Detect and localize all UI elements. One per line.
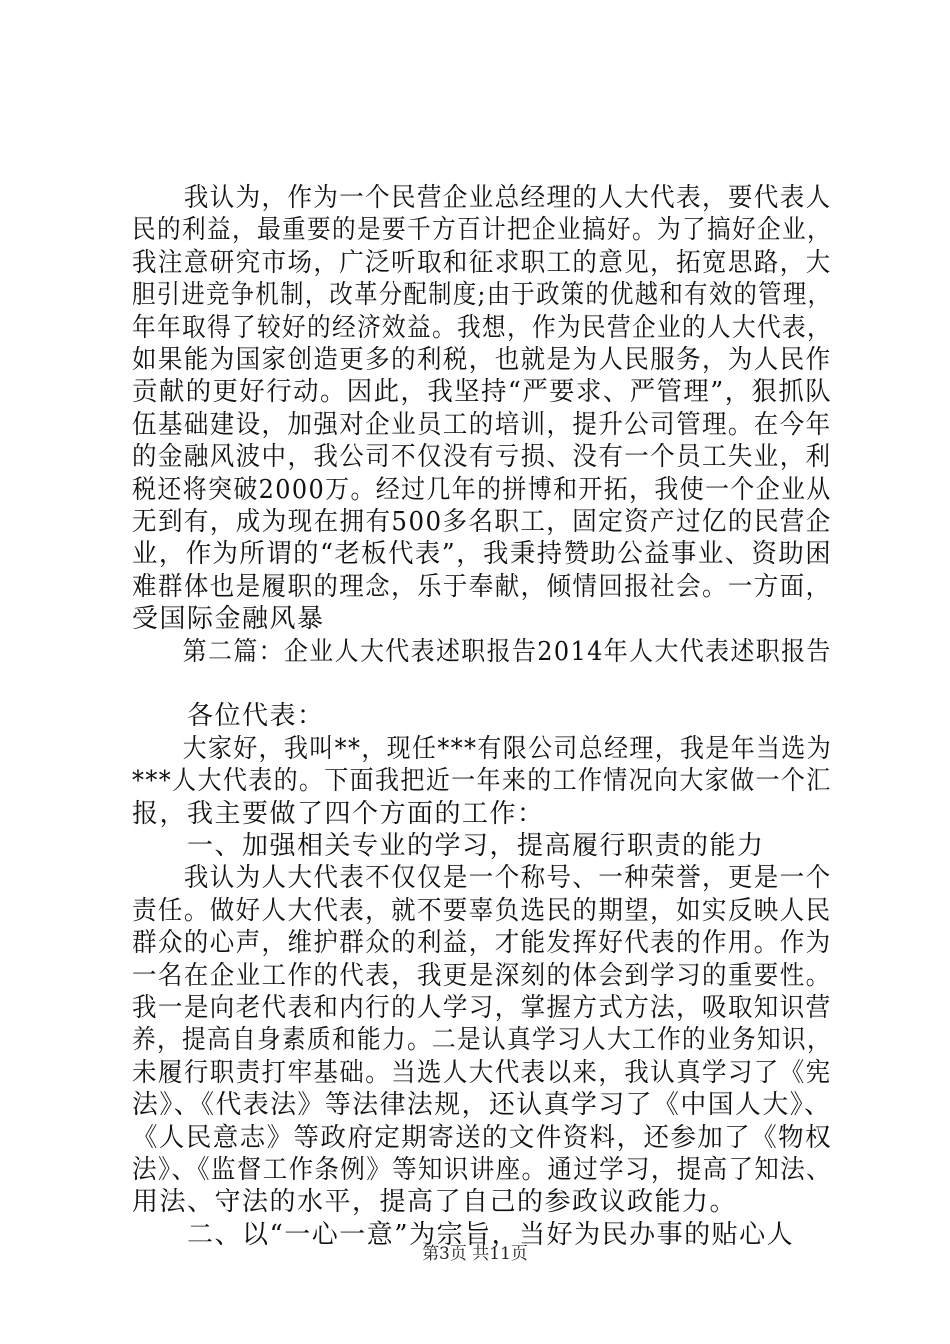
text-line: 一名在企业工作的代表，我更是深刻的体会到学习的重要性。 — [132, 960, 832, 991]
text-line: 业，作为所谓的“老板代表”，我秉持赞助公益事业、资助困 — [132, 539, 833, 570]
text-line: 如果能为国家创造更多的利税，也就是为人民服务，为人民作 — [132, 345, 832, 375]
text-line: 无到有，成为现在拥有500多名职工，固定资产过亿的民营企 — [132, 507, 832, 537]
text-line: 难群体也是履职的理念，乐于奉献，倾情回报社会。一方面， — [132, 571, 832, 602]
text-line: 我注意研究市场，广泛听取和征求职工的意见，拓宽思路，大 — [132, 247, 832, 278]
text-line: 一、加强相关专业的学习，提高履行职责的能力 — [132, 831, 765, 861]
text-line: 法》、《监督工作条例》等知识讲座。通过学习，提高了知法、 — [132, 1155, 833, 1185]
text-line: 贡献的更好行动。因此，我坚持“严要求、严管理”，狠抓队 — [132, 377, 833, 408]
text-line: 大家好，我叫**，现任***有限公司总经理，我是年当选为 — [132, 733, 833, 764]
text-line: 报，我主要做了四个方面的工作： — [132, 798, 545, 829]
text-line: 税还将突破2000万。经过几年的拼博和开拓，我使一个企业从 — [132, 474, 832, 505]
page-footer: 第3页 共11页 — [422, 1244, 528, 1264]
text-line: 法》、《代表法》等法律法规，还认真学习了《中国人大》、 — [132, 1090, 832, 1121]
text-line: 年年取得了较好的经济效益。我想，作为民营企业的人大代表， — [132, 312, 833, 343]
text-line: 我认为人大代表不仅仅是一个称号、一种荣誉，更是一个 — [132, 863, 832, 894]
text-line: 受国际金融风暴 — [132, 604, 325, 635]
text-line: 群众的心声，维护群众的利益，才能发挥好代表的作用。作为 — [132, 928, 832, 959]
text-line: 责任。做好人大代表，就不要辜负选民的期望，如实反映人民 — [132, 895, 832, 926]
text-line: 各位代表： — [132, 701, 325, 732]
text-line: 民的利益，最重要的是要千方百计把企业搞好。为了搞好企业， — [132, 215, 833, 246]
text-line: 胆引进竞争机制，改革分配制度;由于政策的优越和有效的管理， — [132, 280, 833, 311]
text-line: 用法、守法的水平，提高了自己的参政议政能力。 — [132, 1187, 738, 1218]
text-line: 我一是向老代表和内行的人学习，掌握方式方法，吸取知识营 — [132, 993, 832, 1023]
text-line: 未履行职责打牢基础。当选人大代表以来，我认真学习了《宪 — [132, 1057, 832, 1088]
text-line: 二、以“一心一意”为宗旨，当好为民办事的贴心人 — [132, 1219, 795, 1250]
text-line: ***人大代表的。下面我把近一年来的工作情况向大家做一个汇 — [132, 766, 832, 797]
text-line: 伍基础建设，加强对企业员工的培训，提升公司管理。在今年 — [132, 409, 832, 440]
text-line: 我认为，作为一个民营企业总经理的人大代表，要代表人 — [132, 183, 832, 213]
text-line: 养，提高自身素质和能力。二是认真学习人大工作的业务知识， — [132, 1025, 833, 1056]
text-line: 第二篇：企业人大代表述职报告2014年人大代表述职报告 — [132, 636, 832, 667]
text-line: 《人民意志》等政府定期寄送的文件资料，还参加了《物权 — [132, 1122, 833, 1153]
text-line: 的金融风波中，我公司不仅没有亏损、没有一个员工失业，利 — [132, 442, 832, 473]
